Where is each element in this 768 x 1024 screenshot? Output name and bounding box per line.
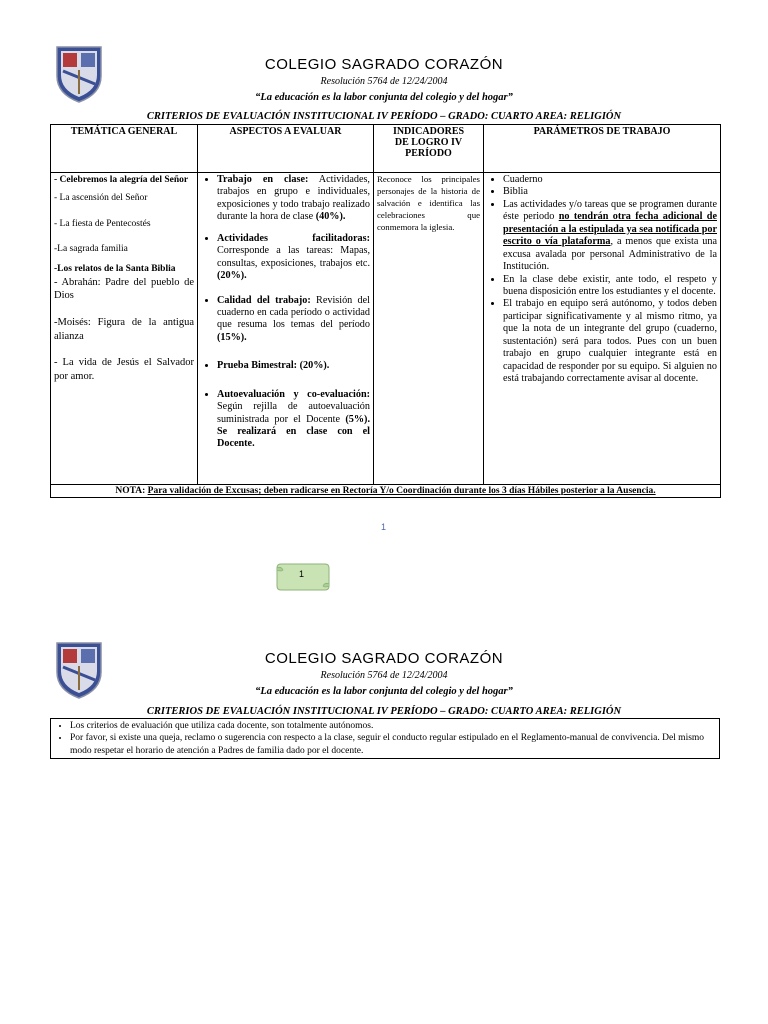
page-number: 1	[381, 522, 387, 532]
notes-table	[50, 718, 720, 759]
parametro-item: • Biblia	[503, 186, 717, 198]
criteria-title: CRITERIOS DE EVALUACIÓN INSTITUCIONAL IV PERÍODO – GRADO: CUARTO AREA: RELIGIÓN	[146, 111, 622, 122]
tematica-item: - La fiesta de Pentecostés	[54, 218, 151, 229]
tematica-cell	[51, 173, 198, 485]
header-parametros: PARÁMETROS DE TRABAJO	[484, 125, 721, 173]
parametro-item: • En la clase debe existir, ante todo, el respeto y buena disposición entre los estudiantes y el docente.	[503, 274, 717, 299]
motto-text: “La educación es la labor conjunta del colegio y del hogar”	[255, 686, 513, 697]
table-row	[51, 173, 721, 485]
parametro-item: • Las actividades y/o tareas que se programen durante éste periodo no tendrán otra fecha adicional de presentación a la estipulada ya sea notificada por escrito o vía plataforma, a menos que exista una excusa avalada por personal Administrativo de la Institución.	[503, 199, 717, 274]
parametro-item: • El trabajo en equipo será autónomo, y todos deben participar significativamente y al mismo ritmo, ya que la nota de un integrante del grupo (cuaderno, sustentación) será para todos. Pues con un buen trabajo en grupo cualquier integrante está en capacidad de responder por su equipo. Si alguien no está trabajando correctamente avisar al docente.	[503, 298, 717, 385]
indicador-cell: Reconoce los principales personajes de la historia de salvación e identifica las celebraciones que conmemora la iglesia.	[374, 173, 484, 485]
motto-text: “La educación es la labor conjunta del colegio y del hogar”	[255, 92, 513, 103]
notes-cell	[51, 719, 720, 759]
aspecto-item: • Trabajo en clase: Actividades, trabajos en grupo e individuales, exposiciones y todo trabajo realizado durante la hora de clase (40%).	[217, 174, 370, 224]
aspectos-cell	[198, 173, 374, 485]
criteria-table	[50, 124, 721, 498]
resolution-text: Resolución 5764 de 12/24/2004	[320, 76, 448, 87]
tematica-item: - Abrahán: Padre del pueblo de Dios	[54, 276, 194, 302]
header-indicadores: INDICADORES DE LOGRO IV PERÍODO	[374, 125, 484, 173]
parametro-item: • Cuaderno	[503, 174, 717, 186]
header-tematica: TEMÁTICA GENERAL	[51, 125, 198, 173]
aspecto-item: • Autoevaluación y co-evaluación: Según rejilla de autoevaluación suministrada por el Docente (5%). Se realizará en clase con el Docente.	[217, 389, 370, 451]
resolution-text: Resolución 5764 de 12/24/2004	[320, 670, 448, 681]
aspecto-item: • Prueba Bimestral: (20%).	[217, 360, 370, 372]
note-label: NOTA:	[115, 486, 146, 496]
aspecto-item: • Actividades facilitadoras: Corresponde a las tareas: Mapas, consultas, exposiciones, trabajos etc. (20%).	[217, 233, 370, 283]
criteria-title: CRITERIOS DE EVALUACIÓN INSTITUCIONAL IV PERÍODO – GRADO: CUARTO AREA: RELIGIÓN	[146, 706, 622, 717]
tematica-item: - La ascensión del Señor	[54, 193, 148, 204]
tematica-item: -Moisés: Figura de la antigua alianza	[54, 317, 194, 342]
school-name: COLEGIO SAGRADO CORAZÓN	[264, 650, 504, 667]
list-item: • Los criterios de evaluación que utiliza cada docente, son totalmente autónomos.	[70, 720, 716, 732]
note-row	[51, 485, 721, 498]
scroll-banner-number: 1	[299, 569, 305, 579]
scroll-banner-icon	[275, 560, 331, 592]
parametros-cell	[484, 173, 721, 485]
tematica-heading-1: - Celebremos la alegría del Señor	[54, 175, 189, 185]
note-text: Para validación de Excusas; deben radicarse en Rectoría Y/o Coordinación durante los 3 días Hábiles posterior a la Ausencia.	[147, 486, 656, 496]
table-header-row	[51, 125, 721, 173]
tematica-item: - La vida de Jesús el Salvador por amor.	[54, 357, 194, 382]
school-name: COLEGIO SAGRADO CORAZÓN	[264, 56, 504, 73]
header-aspectos: ASPECTOS A EVALUAR	[198, 125, 374, 173]
aspecto-item: • Calidad del trabajo: Revisión del cuaderno en cada período o actividad que resuma los temas del período (15%).	[217, 295, 370, 345]
tematica-item: -La sagrada familia	[54, 244, 128, 255]
note-cell	[51, 485, 721, 498]
table-row	[51, 719, 720, 759]
list-item: • Por favor, si existe una queja, reclamo o sugerencia con respecto a la clase, seguir el conducto regular estipulado en el Reglamento-manual de convivencia. Del mismo modo respetar el horario de atención a Padres de familia dado por el docente.	[70, 732, 716, 757]
tematica-heading-2: -Los relatos de la Santa Biblia	[54, 264, 176, 275]
